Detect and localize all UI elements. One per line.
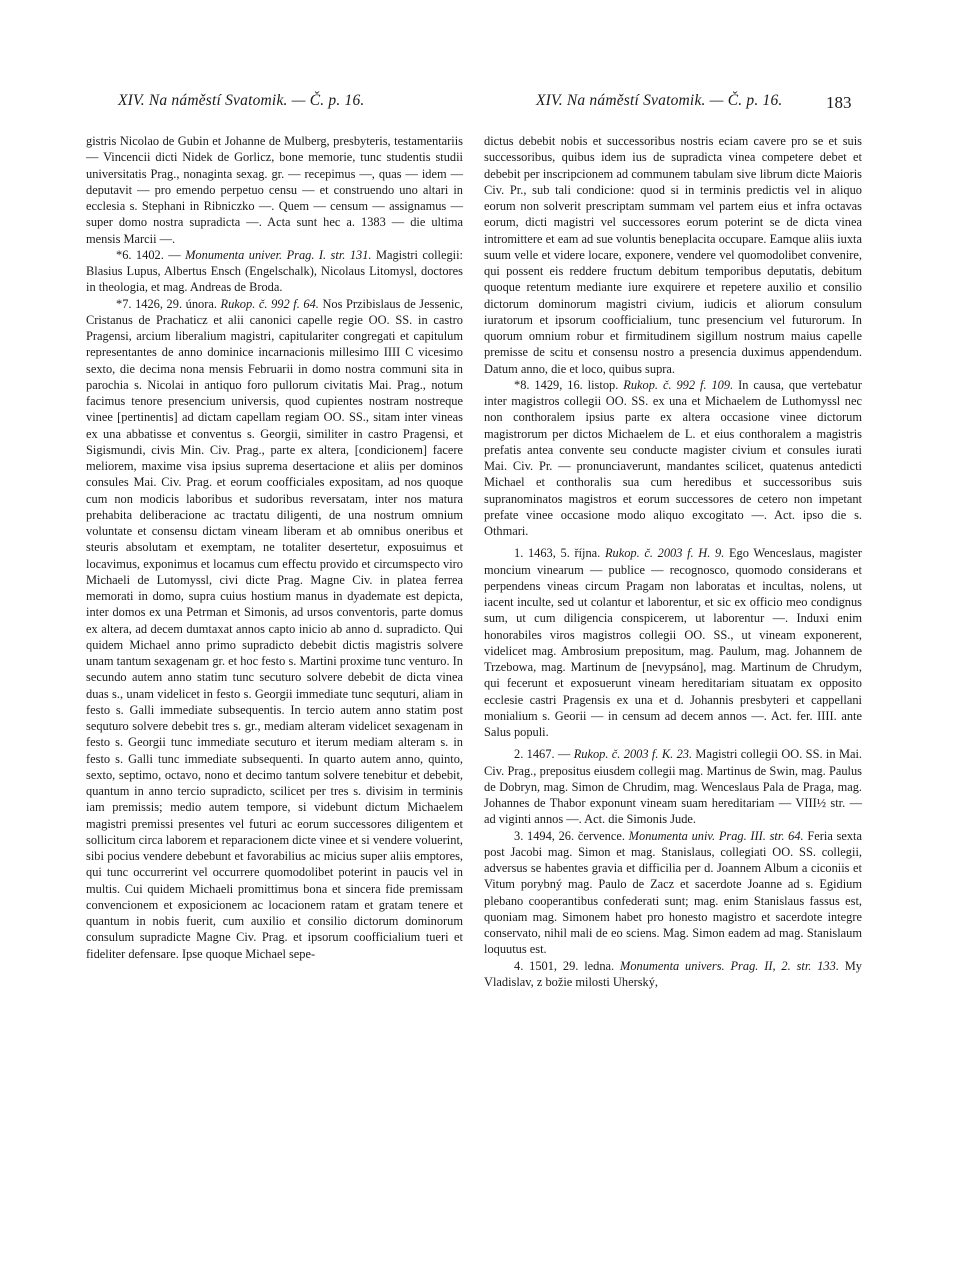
entry-2 [484,746,862,827]
entry-text: Feria sexta post Jacobi mag. Simon et mag. Stanislaus, collegiati OO. SS. collegii, adversus se habentes gravia et difficilia per d. Joannem Album a ciconiis et Vitum porybný mag. Paulo de Zacz et sacerdote Joanne ad s. Egidium plebano cooperantibus confederati sunt; mag. enim Stanislaus fassus est, quoniam mag. Simonem habet pro honesto magistro et sacerdote integre conservato, nihil mali de eo sciens. Mag. Simon eadem ad mag. Stanislaum loquutus est. [484,828,863,957]
entry-text: In causa, que vertebatur inter magistros collegii OO. SS. ex una et Michaelem de Luthomyssl nec non conthoralem ipsius parte ex altera occasione vinee dictorum magistrorum per dictos Michaelem de L. et eius conthoralem a magistris prefatis antea convente seu conducte magister civium et consules iurati Mai. Civ. Pr. — pronunciaverunt, mandantes scilicet, quatenus antedicti Michael et conthoralis sua cum heredibus et successoribus suis supranominatos magistros et eorum successores de cetero non impetant prefate vinee occasione modo aliquo excogitato —. Act. ipso die s. Othmari. [484,377,862,538]
source-citation: Rukop. č. 992 f. 109. [623,377,734,392]
entry-3 [484,828,862,958]
entry-number: *6. 1402. — [116,247,186,262]
entry-number: 2. 1467. — [514,747,574,762]
entry-number: 3. 1494, 26. července. [514,828,629,843]
entry-4 [484,958,862,991]
entry-1 [484,545,862,740]
entry-8 [484,377,862,540]
entry-text: My Vladislav, z božie milosti Uherský, [484,958,862,989]
source-citation: Rukop. č. 992 f. 64. [220,296,319,311]
running-head-left: XIV. Na náměstí Svatomik. — Č. p. 16. [118,92,365,109]
left-column [86,133,463,962]
running-head-right: XIV. Na náměstí Svatomik. — Č. p. 16. [536,92,783,109]
entry-number: *7. 1426, 29. února. [116,296,221,311]
page-number: 183 [826,93,852,112]
right-column [484,133,862,990]
source-citation: Monumenta univ. Prag. III. str. 64. [628,828,804,843]
entry-number: 1. 1463, 5. října. [514,546,605,561]
entry-text: Ego Wenceslaus, magister moncium vinearum — publice — recognosco, quomodo considerans et perpendens vineas circum Pragam non laboratas et incultas, nolens, ut iacent inculte, sed ut colantur et laborentur, et sic ex officio meo condignus sum, ut cum diligencia conspicerem, ut laborentur —. Induxi enim honorabiles viros magistros collegii OO. SS., ut vineam exponerent, videlicet mag. Ambrosium prepositum, mag. Paulum, mag. Johannem de Trzebowa, mag. Martinum de [nevypsáno], mag. Martinum de Chrudym, qui fecerunt et exposuerunt vineam hereditariam situatam ex opposito ecclesie castri Pragensis ex una et d. Johannis presbyteri et cappellani monialium s. Georii — in censum ad decem annos —. Act. fer. IIII. ante Salus populi. [484,546,862,739]
entry-number: 4. 1501, 29. ledna. [514,958,621,973]
source-citation: Rukop. č. 2003 f. H. 9. [604,546,725,561]
source-citation: Monumenta univer. Prag. I. str. 131. [185,247,372,262]
entry-7 [86,296,463,962]
source-citation: Monumenta univers. Prag. II, 2. str. 133. [620,958,839,973]
paragraph-continued: gistris Nicolao de Gubin et Johanne de Mulberg, presbyteris, testamentariis — Vincencii dicti Nidek de Gorlicz, bone memorie, tunc studentis studii universitatis Prag., nonaginta sexag. gr. — recepimus —, quas — idem — deputavit — pro emendo perpetuo censu — et construendo uno altari in ecclesia s. Stephani in Ribniczko —. Quem — censum — assignamus — super domo nostra supradicta —. Acta sunt hec a. 1383 — die ultima mensis Marcii —. [86,134,463,246]
source-citation: Rukop. č. 2003 f. K. 23. [573,747,693,762]
entry-text: Magistri collegii: Blasius Lupus, Albertus Ensch (Engelschalk), Nicolaus Litomysl, doctores in theologia, et mag. Andreas de Broda. [86,247,463,295]
entry-text: Magistri collegii OO. SS. in Mai. Civ. Prag., prepositus eiusdem collegii mag. Martinus de Swin, mag. Paulus de Dobryn, mag. Simon de Chrudim, mag. Wenceslaus Pala de Praga, mag. Johannes de Thabor exponunt vineam suam hereditariam — VIII½ str. — ad viginti annos —. Act. die Simonis Jude. [484,747,862,827]
paragraph-continued: dictus debebit nobis et successoribus nostris eciam cavere pro se et suis successoribus, quibus idem ius de supradicta vinea competere debet et debebit per inscripcionem ad communem tabulam sive librum dicte Maioris Civ. Pr., sub tali condicione: quod si in terminis predictis vel in aliquo eorum non solverit prescriptam summam vel partem eius et infra octavas eorum, dicti magistri vel successores eorum poterint se de dicta vinea intromittere et eam ad sue voluntis beneplacita occupare. Eamque aliis iuxta suum velle et videre locare, exponere, vendere vel quomodolibet convenire, qui possent eis reddere fructum debitum temporibus deputatis, debitum quoque retentum mediante iure exquirere et repetere auxilio et consilio dictorum dominorum magistri civium, iudicis et aliorum consulum iuratorum et ipsorum coofficialium, tunc presencium vel futurorum. In quorum omnium robur et firmitudinem sigillum nostrum maius capelle premisse de scitu et consensu nostro a presencia duximus appendendum. Datum anno, die et loco, quibus supra. [484,134,862,376]
entry-number: *8. 1429, 16. listop. [514,377,624,392]
entry-6 [86,247,463,296]
entry-text: Nos Przibislaus de Jessenic, Cristanus de Prachaticz et alii canonici capelle regie OO. SS. in castro Pragensi, arcium liberalium magistri, capitulariter congregati et capitulum representantes de anno dominice incarnacionis millesimo IIII C vicesimo sexto, die decima nona mensis Februarii in domo nostra communi sita in parochia s. Nicolai in antiquo foro pullorum civitatis Mai. Prag., notum facimus tenore presencium universis, quod cupientes nostram nostreque vinee [pertinentis] ad dictam capellam regiam OO. SS., sitam inter vineas ex una abbatisse et conventus s. Georgii, similiter in castro Pragensi, et Sigismundi, civis Min. Civ. Prag., parte ex altera, [condicionem] facere meliorem, maxime visa ipsius suprema desertacione et aliis per dominos consules Mai. Civ. Prag. et eorum coofficiales expositam, ad nos quoque cum non modicis laboribus et sudoribus reversatam, inter nos matura prehabita deliberacione ac tractatu diligenti, de una nostrum omnium voluntate et consensu dictam vineam liberam et ab omnibus oneribus et steuris absolutam et exemptam, ne totaliter desertetur, exposuimus et locavimus, exponimus et locamus cum effectu provido et circumspecto viro Michaeli de Lutomyssl, civi dicte Prag. Magne Civ. in platea ferrea memorati in domo, supra cuius hostium manus in dyademate est depicta, inter domos ex una Petrman et Simonis, ad ursos conventoris, parte domus ex altera, ad decem dumtaxat annos capto inicio ab anno d. supradicto. Qui quidem Michael anno primo supradicto debebit dictis magistris solvere unam tantum sexagenam gr. et hoc festo s. Martini proxime tunc venturo. In secundo autem anno statim tunc secuturo solvere debebit de dicta vinea duas s., unam videlicet in festo s. Georgii immediate tunc sequturi, aliam in festo s. Galli immediate subsequentis. In tercio autem anno statim post sequturo solvere debebit tres s. gr., mediam alteram videlicet sexagenam in festo s. Georgii tunc immediate secuturo et iterum mediam alteram s. in festo s. Galli tunc immediate subsequenti. In quarto autem anno, quinto, sexto, septimo, octavo, nono et decimo tantum solvere tenebitur et debebit, quantum in anno tercio supradicto, scilicet per tres s. divisim in terminis iam premissis; medio autem tempore, si videbunt dictum Michaelem magistri premissi presentes vel futuri ac eorum successores diligentem et sollicitum circa laborem et reparacionem dicte vinee et si vendere voluerint, sibi pocius vendere debebunt et favorabilius ac micius super aliis emptores, qui tunc occurrerint vel occurrere quomodolibet poterint in paucis vel in multis. Cui quidem Michaeli promittimus bona et sincera fide premissam convencionem et exposicionem ac locacionem ratam et gratam tenere et quantum in nobis fuerit, cum auxilio et consilio dictorum dominorum consulum supradicte Magne Civ. Prag. et ipsorum coofficialium tueri et fideliter defensare. Ipse quoque Michael sepe- [86,296,463,961]
